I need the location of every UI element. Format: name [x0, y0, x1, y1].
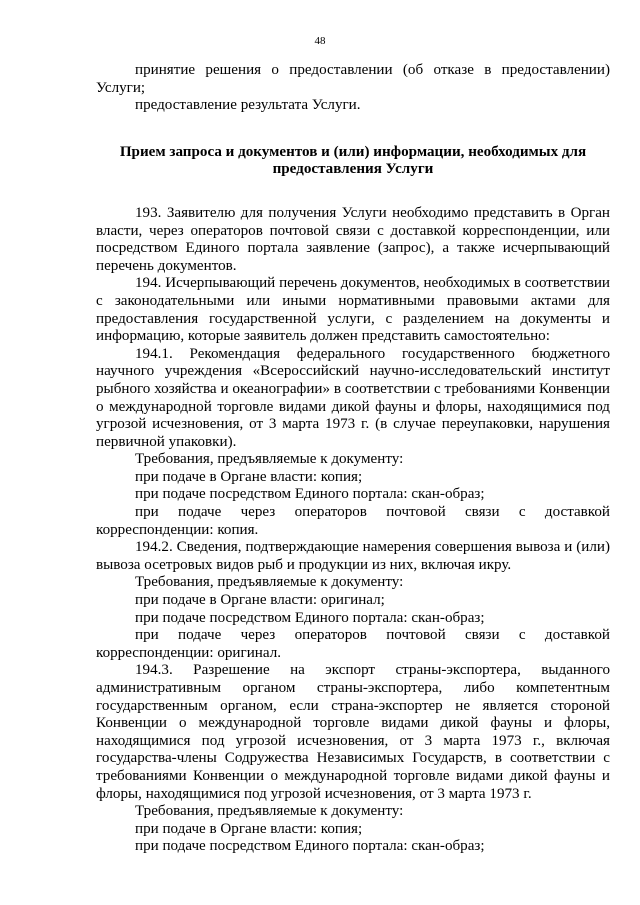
page-number: 48: [314, 35, 326, 47]
paragraph-decision: принятие решения о предоставлении (об отказе в предоставлении) Услуги;: [96, 62, 610, 96]
paragraph-portal: при подаче посредством Единого портала: скан-образ;: [135, 486, 485, 503]
page-content: [96, 62, 610, 856]
paragraph-authority: при подаче в Органе власти: оригинал;: [135, 592, 385, 609]
paragraph-194: 194. Исчерпывающий перечень документов, необходимых в соответствии с законодательными или иными нормативными правовыми актами для предоставления государственной услуги, с разделением на документы и информацию, которые заявитель должен представить самостоятельно:: [96, 275, 610, 345]
paragraph-authority: при подаче в Органе власти: копия;: [135, 468, 363, 485]
paragraph-post: при подаче через операторов почтовой связи с доставкой корреспонденции: копия.: [96, 504, 610, 538]
paragraph-portal: при подаче посредством Единого портала: скан-образ;: [135, 838, 485, 855]
paragraph-194-2: 194.2. Сведения, подтверждающие намерения совершения вывоза и (или) вывоза осетровых видов рыб и продукции из них, включая икру.: [96, 539, 610, 573]
paragraph-result: предоставление результата Услуги.: [135, 97, 361, 114]
paragraph-portal: при подаче посредством Единого портала: скан-образ;: [135, 609, 485, 626]
section-heading: Прием запроса и документов и (или) информации, необходимых для предоставления Услуги: [119, 143, 587, 178]
paragraph-193: 193. Заявителю для получения Услуги необходимо представить в Орган власти, через операторов почтовой связи с доставкой корреспонденции, или посредством Единого портала заявление (запрос), а также исчерпывающий перечень документов.: [96, 204, 610, 274]
paragraph-authority: при подаче в Органе власти: копия;: [135, 820, 363, 837]
paragraph-194-3: 194.3. Разрешение на экспорт страны-экспортера, выданного административным органом страны-экспортера, либо компетентным государственным органом, если страна-экспортер не является стороной Конвенции о международной торговле видами дикой фауны и флоры, находящимися под угрозой исчезновения, от 3 марта 1973 г., включая государства-члены Содружества Независимых Государств, в соответствии с требованиями Конвенции о международной торговле видами дикой фауны и флоры, находящимися под угрозой исчезновения, от 3 марта 1973 г.: [96, 662, 610, 802]
paragraph-requirements: Требования, предъявляемые к документу:: [135, 803, 404, 820]
paragraph-requirements: Требования, предъявляемые к документу:: [135, 451, 404, 468]
paragraph-post: при подаче через операторов почтовой связи с доставкой корреспонденции: оригинал.: [96, 627, 610, 661]
paragraph-194-1: 194.1. Рекомендация федерального государственного бюджетного научного учреждения «Всероссийский научно-исследовательский институт рыбного хозяйства и океанографии» в соответствии с требованиями Конвенции о международной торговле видами дикой фауны и флоры, находящимися под угрозой исчезновения, от 3 марта 1973 г. (в случае переупаковки, нарушения первичной упаковки).: [96, 345, 610, 450]
paragraph-requirements: Требования, предъявляемые к документу:: [135, 574, 404, 591]
